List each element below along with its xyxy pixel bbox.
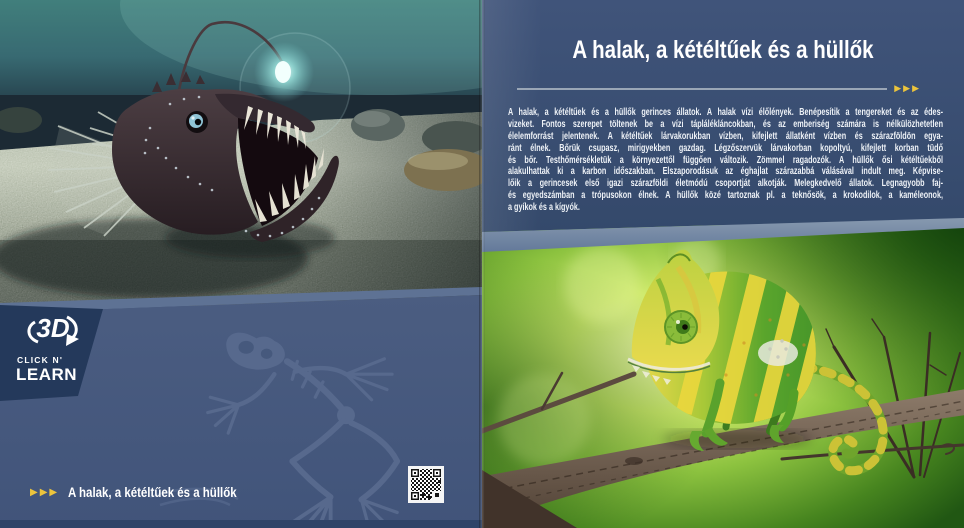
page-title: A halak, a kétéltűek és a hüllők xyxy=(572,36,874,64)
body-line: a gyíkok és a kígyók. xyxy=(508,202,580,214)
divider-line xyxy=(517,88,887,90)
3d-rotate-icon xyxy=(22,308,84,348)
qr-code[interactable] xyxy=(408,466,444,503)
body-text xyxy=(508,107,943,214)
body-line: élelemforrást jelentenek. A kétéltűek lárvakorukban vízben, kifejlett állatként vízben és szárazföldön egya- xyxy=(508,130,943,142)
body-line: alakulhattak ki a karbon időszakban. Elszaporodásuk az éghajlat szárazabbá válásával indult meg. Képvise- xyxy=(508,166,943,178)
body-line: ránt élnek. Bőrük csupasz, mirigyekben gazdag. Légzőszervük lárvakorban kopoltyú, kifejlett korban tüdő xyxy=(508,142,943,154)
right-page xyxy=(482,0,964,528)
caption-text: A halak, a kétéltűek és a hüllők xyxy=(68,485,237,500)
title-arrows-icon[interactable]: ▶▶▶ xyxy=(894,83,921,93)
body-line: vizeket. Fontos szerepet töltenek be a vízi táplálékláncokban, és az emberiség számára is nélkülözhetetlen xyxy=(508,118,943,130)
body-line: és egyedszámban a trópusokon élnek. A hüllők közé tartoznak pl. a teknősök, a krokodilok, a kaméleonok, xyxy=(508,190,943,202)
caption-arrows-icon[interactable]: ▶▶▶ xyxy=(30,486,60,498)
click-n-learn-logo[interactable] xyxy=(13,308,93,385)
body-line: lőik a gerincesek első igazi szárazföldi életmódú csoportját alkotják. Melegkedvelő állatok. Legnagyobb faj- xyxy=(508,178,943,190)
title-divider xyxy=(517,84,921,93)
body-line: és bőr. Testhőmérsékletük a környezettől függően változik. Zömmel ragadozók. A hüllők ősi kétéltűekből xyxy=(508,154,943,166)
body-line: A halak, a kétéltűek és a hüllők gerinces állatok. A halak vízi élőlények. Benépesítik a tengereket és az édes- xyxy=(508,107,943,118)
logo-learn: LEARN xyxy=(16,365,78,384)
svg-text:3D: 3D xyxy=(36,313,70,343)
chameleon-photo[interactable] xyxy=(482,225,964,528)
anglerfish-photo[interactable] xyxy=(0,0,482,306)
page-fold-seam xyxy=(479,0,485,528)
logo-click-n: CLICK N' xyxy=(17,355,64,365)
page-caption xyxy=(30,485,266,500)
